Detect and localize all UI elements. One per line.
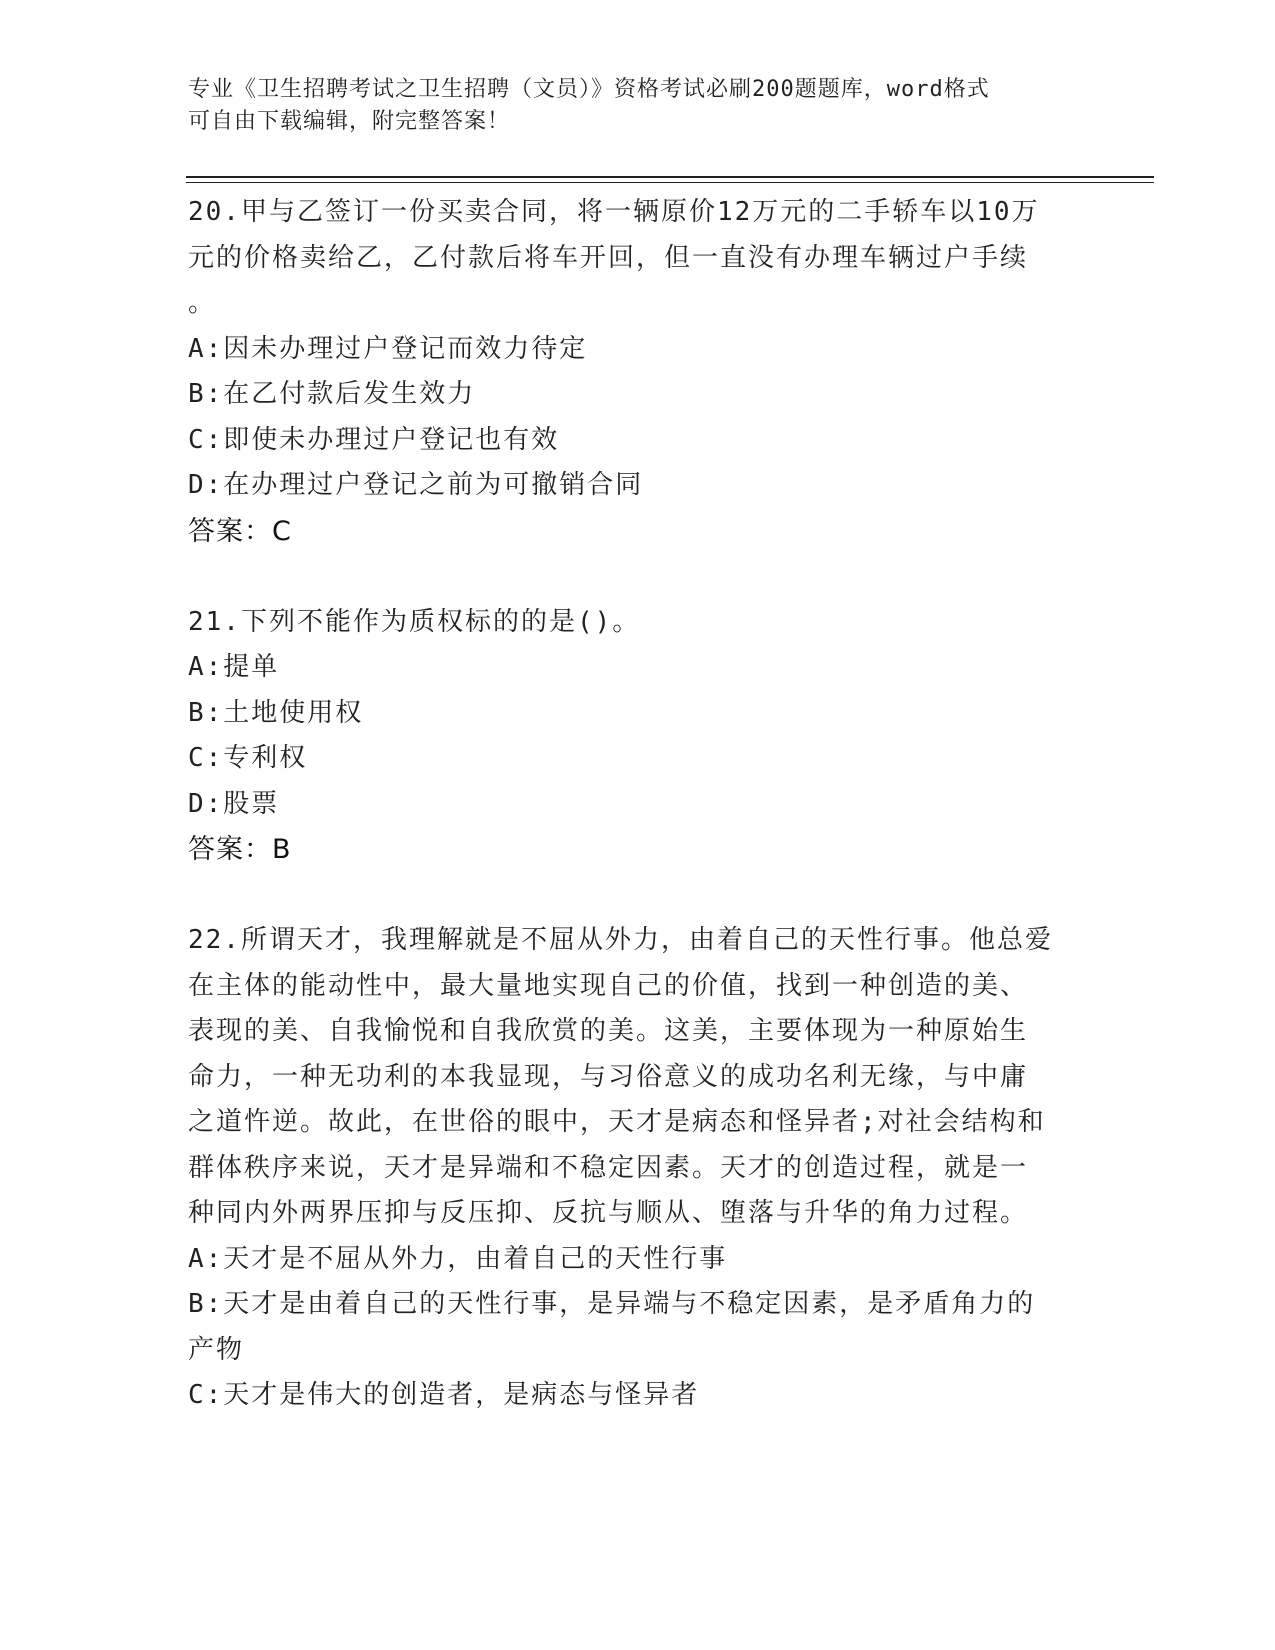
- question-stem-line: 20.甲与乙签订一份买卖合同，将一辆原价12万元的二手轿车以10万: [188, 197, 1040, 227]
- question-stem-line: 种同内外两界压抑与反压抑、反抗与顺从、堕落与升华的角力过程。: [188, 1198, 1029, 1228]
- answer-line: 答案：C: [188, 515, 292, 547]
- spacer: [188, 554, 1088, 600]
- option-b: B:天才是由着自己的天性行事，是异端与不稳定因素，是矛盾角力的: [188, 1289, 1036, 1319]
- question-stem-line: 在主体的能动性中，最大量地实现自己的价值，找到一种创造的美、: [188, 970, 1029, 1001]
- option-a: A:提单: [188, 652, 280, 682]
- option-c: C:天才是伟大的创造者，是病态与怪异者: [188, 1380, 700, 1410]
- option-a: A:天才是不屈从外力，由着自己的天性行事: [188, 1243, 728, 1274]
- option-b: B:在乙付款后发生效力: [188, 379, 476, 409]
- question-stem-line: 。: [188, 288, 217, 318]
- header-line: 可自由下载编辑，附完整答案！: [188, 109, 511, 134]
- option-d: D:股票: [188, 788, 280, 819]
- question-stem-line: 表现的美、自我愉悦和自我欣赏的美。这美，主要体现为一种原始生: [188, 1016, 1029, 1046]
- header-divider-thin: [186, 182, 1154, 183]
- question-21: [188, 600, 1088, 873]
- question-stem-line: 22.所谓天才，我理解就是不屈从外力，由着自己的天性行事。他总爱: [188, 925, 1053, 955]
- option-b-continued: 产物: [188, 1334, 245, 1365]
- document-header: [188, 74, 1068, 138]
- question-stem-line: 之道忤逆。故此，在世俗的眼中，天才是病态和怪异者;对社会结构和: [188, 1107, 1046, 1137]
- header-line: 专业《卫生招聘考试之卫生招聘（文员）》资格考试必刷200题题库，word格式: [188, 77, 990, 102]
- option-a: A:因未办理过户登记而效力待定: [188, 333, 588, 364]
- question-list: [188, 190, 1088, 1419]
- answer-line: 答案：B: [188, 834, 292, 865]
- question-stem-line: 群体秩序来说，天才是异端和不稳定因素。天才的创造过程，就是一: [188, 1152, 1029, 1183]
- question-22: [188, 918, 1088, 1419]
- header-divider-thick: [186, 176, 1154, 178]
- question-20: [188, 190, 1088, 554]
- option-c: C:专利权: [188, 743, 308, 773]
- option-d: D:在办理过户登记之前为可撤销合同: [188, 470, 644, 500]
- question-stem-line: 21.下列不能作为质权标的的是()。: [188, 606, 641, 637]
- question-stem-line: 命力，一种无功利的本我显现，与习俗意义的成功名利无缘，与中庸: [188, 1061, 1029, 1092]
- option-b: B:土地使用权: [188, 697, 364, 728]
- spacer: [188, 873, 1088, 919]
- question-stem-line: 元的价格卖给乙，乙付款后将车开回，但一直没有办理车辆过户手续: [188, 242, 1029, 273]
- option-c: C:即使未办理过户登记也有效: [188, 424, 560, 455]
